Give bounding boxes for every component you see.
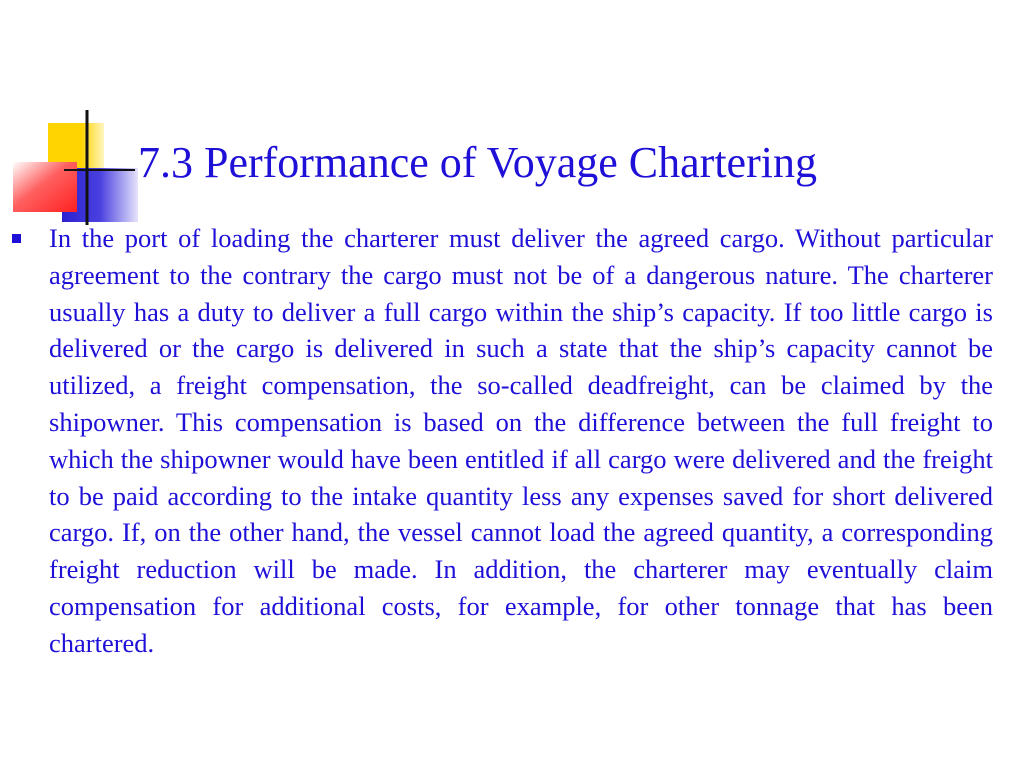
slide-title: 7.3 Performance of Voyage Chartering	[138, 138, 817, 187]
bullet-square-icon	[12, 234, 21, 243]
bullet-paragraph: In the port of loading the charterer must deliver the agreed cargo. Without particular agreement to the contrary the cargo must not be of a dangerous nature. The charterer usually has a duty to deliver a full cargo within the ship’s capacity. If too little cargo is delivered or the cargo is delivered in such a state that the ship’s capacity cannot be utilized, a freight compensation, the so-called deadfreight, can be claimed by the shipowner. This compensation is based on the difference between the full freight to which the shipowner would have been entitled if all cargo were delivered and the freight to be paid according to the intake quantity less any expenses saved for short delivered cargo. If, on the other hand, the vessel cannot load the agreed quantity, a corresponding freight reduction will be made. In addition, the charterer may eventually claim compensation for additional costs, for example, for other tonnage that has been chartered.	[49, 223, 993, 658]
decorative-squares-graphic	[0, 0, 160, 240]
